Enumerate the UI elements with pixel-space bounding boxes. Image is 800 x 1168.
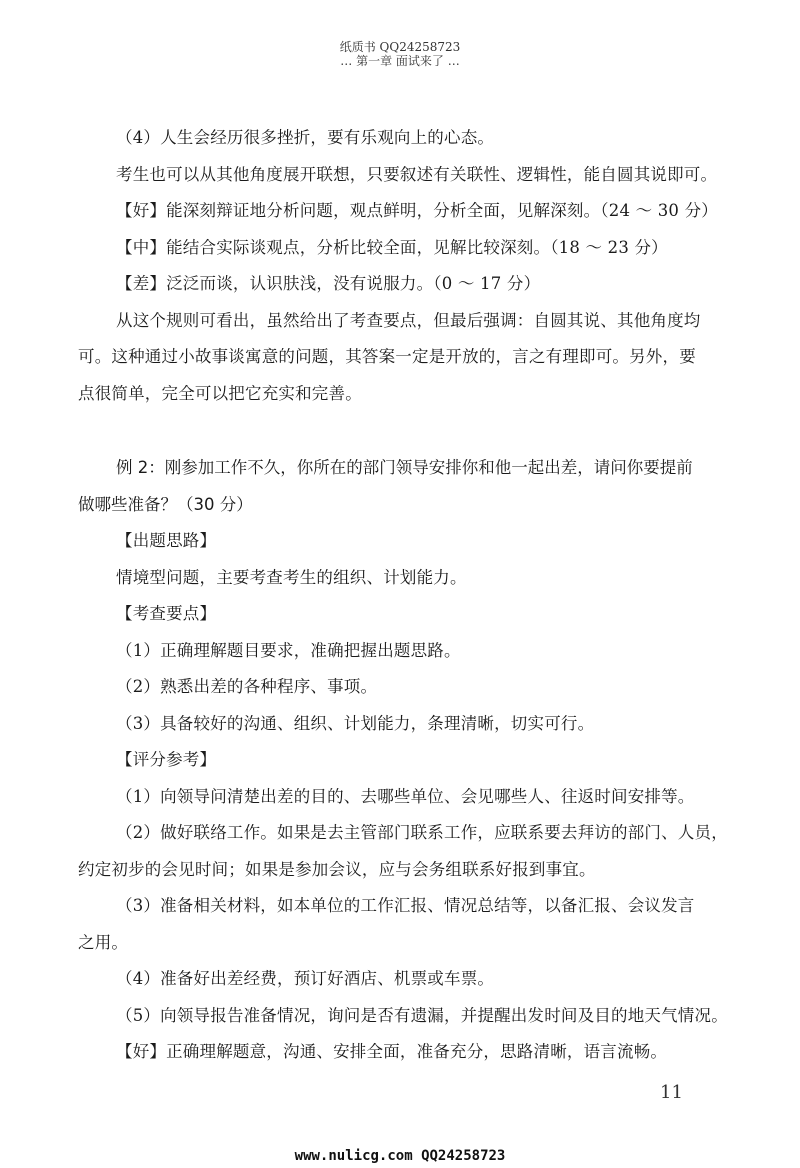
text-line: 从这个规则可看出，虽然给出了考查要点，但最后强调：自圆其说、其他角度均 [116,310,701,330]
text-line: 可。这种通过小故事谈寓意的问题，其答案一定是开放的，言之有理即可。另外，要 [78,347,696,366]
page-number: 11 [660,1082,683,1103]
page-header [0,40,800,68]
header-watermark: 纸质书 QQ24258723 [339,40,461,54]
text-line: 约定初步的会见时间；如果是参加会议，应与会务组联系好报到事宜。 [78,859,596,879]
question-line: 做哪些准备？（30 分） [78,494,253,514]
text-line: （4）人生会经历很多挫折，要有乐观向上的心态。 [116,128,495,147]
text-line: 【好】能深刻辩证地分析问题，观点鲜明，分析全面，见解深刻。（24 ～ 30 分） [116,201,718,220]
text-line: （1）向领导问清楚出差的目的、去哪些单位、会见哪些人、往返时间安排等。 [116,786,695,806]
body-text [78,120,728,1071]
text-line: 【中】能结合实际谈观点，分析比较全面，见解比较深刻。（18 ～ 23 分） [116,237,668,257]
text-line: （4）准备好出差经费，预订好酒店、机票或车票。 [116,969,495,988]
question-line: 例 2：刚参加工作不久，你所在的部门领导安排你和他一起出差，请问你要提前 [116,458,693,477]
text-line: （2）做好联络工作。如果是去主管部门联系工作，应联系要去拜访的部门、人员， [116,823,728,842]
text-line: 【好】正确理解题意，沟通、安排全面，准备充分，思路清晰，语言流畅。 [116,1042,668,1061]
text-line: 情境型问题，主要考查考生的组织、计划能力。 [116,567,467,587]
text-line: （1）正确理解题目要求，准确把握出题思路。 [116,640,461,660]
text-line: 【评分参考】 [116,750,217,769]
text-line: 之用。 [78,932,129,952]
chapter-title: … 第一章 面试来了 … [340,54,460,68]
text-line: （5）向领导报告准备情况，询问是否有遗漏，并提醒出发时间及目的地天气情况。 [116,1005,728,1025]
text-line: 【出题思路】 [116,531,217,550]
text-line: 点很简单，完全可以把它充实和完善。 [78,383,362,403]
footer-watermark: www.nulicg.com QQ24258723 [294,1148,506,1164]
text-line: （2）熟悉出差的各种程序、事项。 [116,677,378,696]
text-line: （3）准备相关材料，如本单位的工作汇报、情况总结等，以备汇报、会议发言 [116,896,695,915]
text-line: 考生也可以从其他角度展开联想，只要叙述有关联性、逻辑性，能自圆其说即可。 [116,164,718,184]
text-line: （3）具备较好的沟通、组织、计划能力，条理清晰，切实可行。 [116,713,595,733]
text-line: 【考查要点】 [116,604,217,623]
text-line: 【差】泛泛而谈，认识肤浅，没有说服力。（0 ～ 17 分） [116,274,541,293]
